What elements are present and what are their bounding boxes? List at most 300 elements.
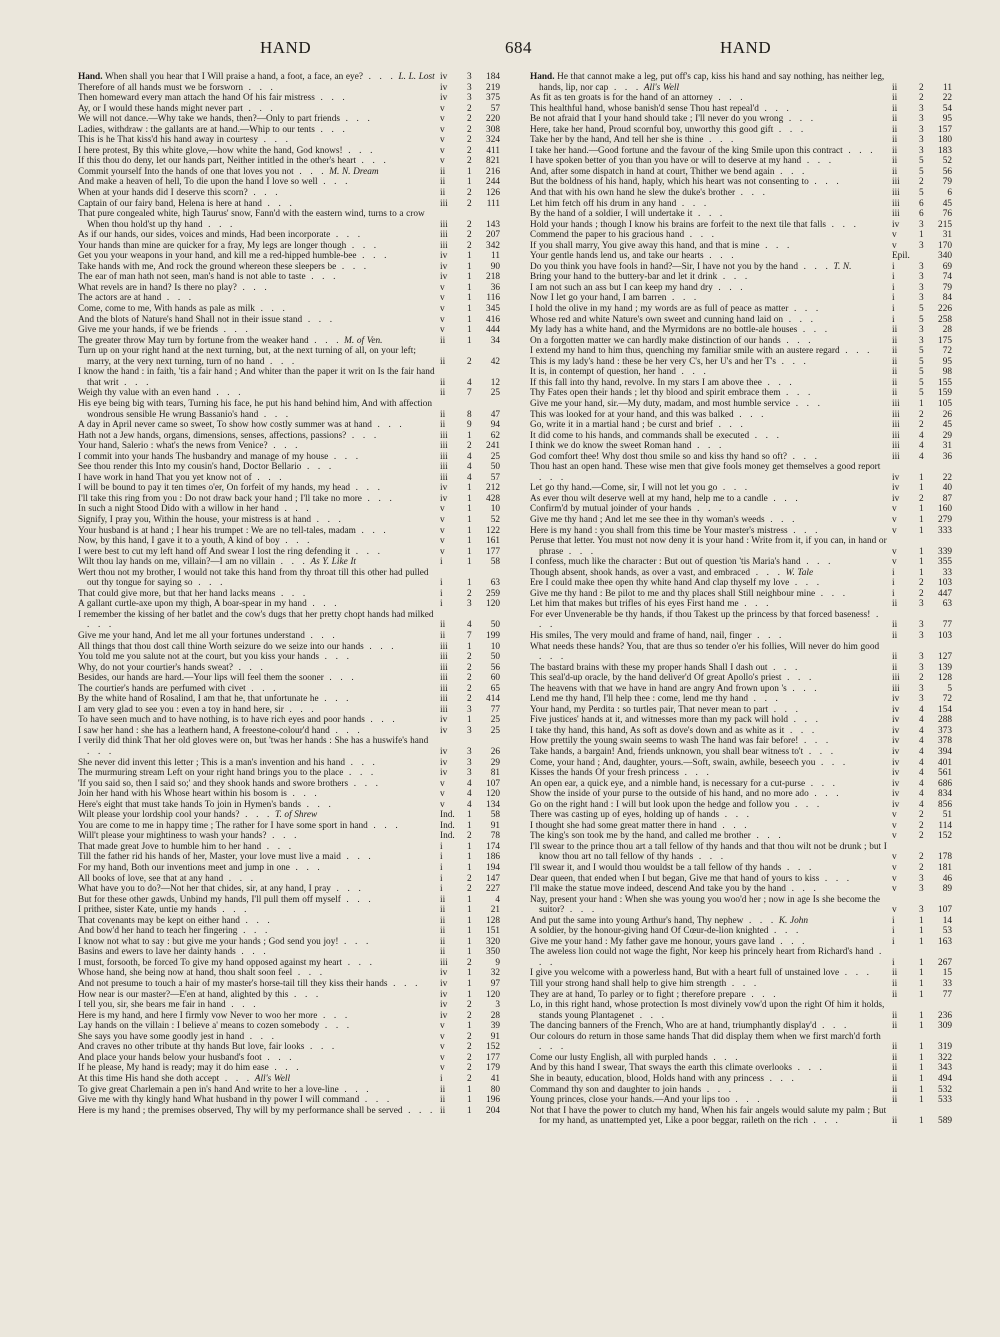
line-number: 215 [938,219,952,230]
line-number: 32 [490,968,500,979]
concordance-entry [78,114,500,125]
line-number: 339 [938,546,952,557]
scene-number: 5 [919,314,924,325]
scene-number: 6 [919,209,924,220]
line-number: 122 [486,525,500,536]
line-number: 186 [486,852,500,863]
citation-reference [892,188,952,199]
citation-reference [440,336,500,347]
act-number: Ind. [440,810,455,821]
concordance-entry [78,673,500,684]
scene-number: 3 [919,282,924,293]
line-number: 29 [490,757,500,768]
leader-dots: . . . [308,335,342,346]
concordance-entry [78,1011,500,1022]
line-number: 184 [486,72,500,82]
quotation-text [78,863,500,874]
quotation-text [78,884,500,895]
quotation-text [78,968,500,979]
citation-reference [892,852,952,863]
quotation-text [530,589,952,600]
quotation: And, after some dispatch in hand at court, Thither we bend again [530,166,775,177]
quotation-text [530,694,952,705]
quotation-text [530,156,952,167]
scene-number: 3 [467,757,472,768]
leader-dots: . . . [707,1052,741,1063]
scene-number: 1 [467,483,472,494]
citation-reference [892,810,952,821]
act-number: ii [440,936,446,947]
line-number: 157 [938,124,952,135]
leader-dots: . . . [797,261,831,272]
play-title: T. N. [833,261,852,272]
act-number: iv [892,778,900,789]
scene-number: 1 [919,557,924,568]
line-number: 220 [486,114,500,125]
quotation-text [530,663,952,674]
scene-number: 1 [467,314,472,325]
concordance-entry [530,241,952,252]
leader-dots: . . . [819,873,853,884]
quotation-text [78,1021,500,1032]
quotation: There was casting up of eyes, holding up of hands [530,810,720,821]
quotation: The dancing banners of the French, Who are at hand, triumphantly display'd [530,1021,817,1032]
leader-dots: . . . [340,894,374,905]
leader-dots: . . . [359,1095,393,1106]
quotation: Give me your hand, sir.—My duty, madam, and most humble service [530,398,791,409]
act-number: iii [892,398,900,409]
citation-reference [892,230,952,241]
quotation-text [78,937,500,948]
act-number: v [892,810,897,821]
line-number: 494 [938,1073,952,1084]
act-number: v [892,884,897,895]
line-number: 72 [942,694,952,705]
quotation-text [78,768,500,779]
quotation-text [78,736,500,757]
quotation: Take hands with me, And rock the ground whereon these sleepers be [78,261,337,272]
concordance-entry [78,1106,500,1117]
right-column [530,72,952,1317]
quotation-text [530,283,952,294]
quotation-text [78,800,500,811]
quotation-text [530,515,952,526]
concordance-entry [78,789,500,800]
citation-reference [892,1042,952,1053]
play-title: All's Well [643,82,680,93]
quotation: I'll swear it, and I would thou wouldst be a tall fellow of thy hands [530,863,782,874]
scene-number: 3 [467,704,472,715]
quotation: I commit into your hands The husbandry and manage of my house [78,451,329,462]
quotation-text [78,104,500,115]
quotation-text [530,336,952,347]
act-number: iv [440,251,448,262]
concordance-entry [78,72,500,83]
leader-dots: . . . [826,219,859,230]
quotation-text [78,1053,500,1064]
concordance-entry [78,526,500,537]
line-number: 561 [938,768,952,779]
citation-reference [892,93,952,104]
quotation-text [78,336,500,347]
line-number: 72 [942,346,952,357]
citation-reference [440,652,500,663]
scene-number: 1 [919,1095,924,1106]
citation-reference [892,251,952,262]
quotation-text [530,114,952,125]
leader-dots: . . . [339,114,373,125]
play-title: K. John [778,915,809,926]
concordance-entry [530,199,952,210]
quotation: Go on the right hand : I will but look upon the hedge and follow you [530,799,790,810]
quotation-text [530,726,952,737]
scene-number: 1 [919,1073,924,1084]
concordance-entry [530,568,952,579]
act-number: iii [440,219,448,230]
scene-number: 2 [467,145,472,156]
leader-dots: . . . [300,799,334,810]
citation-reference [892,1085,952,1096]
scene-number: 7 [467,630,472,641]
concordance-entry [530,399,952,410]
quotation-text [530,378,952,389]
running-head-right: HAND [720,38,772,57]
citation-reference [440,916,500,927]
quotation: Nay, present your hand : When she was young you woo'd her ; now in age Is she become the suitor? [530,894,880,916]
concordance-entry [78,104,500,115]
quotation: But the boldness of his hand, haply, which his heart was not consenting to [530,177,809,188]
citation-reference [440,684,500,695]
scene-number: 3 [919,114,924,125]
line-number: 77 [490,704,500,715]
leader-dots: . . . [286,789,320,800]
leader-dots: . . . [387,979,421,990]
act-number: iv [440,768,448,779]
line-number: 56 [942,166,952,177]
line-number: 218 [486,272,500,283]
leader-dots: . . . [219,1073,253,1084]
quotation: How prettily the young swain seems to wash The hand was fair before! [530,736,799,747]
act-number: ii [892,652,898,663]
line-number: 63 [942,599,952,610]
scene-number: 4 [919,715,924,726]
act-number: v [892,873,897,884]
concordance-entry [78,315,500,326]
line-number: 147 [486,873,500,884]
leader-dots: . . . [266,831,300,842]
quotation-text [530,800,952,811]
scene-number: 1 [467,915,472,926]
leader-dots: . . . [780,388,814,399]
concordance-entry [530,1032,952,1053]
quotation: And place your hands below your husband's foot [78,1052,262,1063]
leader-dots: . . . [815,757,849,768]
leader-dots: . . . [217,325,251,336]
quotation-text [530,293,952,304]
act-number: iii [440,451,448,462]
scene-number: 2 [467,831,472,842]
concordance-entry [530,283,952,294]
citation-reference [892,378,952,389]
citation-reference [440,125,500,136]
citation-reference [440,1074,500,1085]
citation-reference [440,663,500,674]
quotation-text [530,220,952,231]
line-number: 177 [486,1052,500,1063]
scene-number: 4 [919,757,924,768]
citation-reference [440,874,500,885]
act-number: ii [440,947,446,958]
scene-number: 1 [919,1116,924,1127]
citation-reference [892,325,952,336]
quotation-text [78,642,500,653]
leader-dots: . . . [781,673,815,684]
quotation: Hand. He that cannot make a leg, put off's cap, kiss his hand and say nothing, has neither leg, hands, lip, nor cap [530,72,885,93]
quotation-text [78,494,500,505]
scene-number: 2 [467,1010,472,1021]
quotation-text [530,631,952,642]
scene-number: 3 [467,93,472,104]
citation-reference [440,146,500,157]
quotation-text [530,979,952,990]
concordance-entry [530,378,952,389]
scene-number: 1 [919,514,924,525]
scene-number: 1 [919,546,924,557]
act-number: i [892,282,895,293]
scene-number: 4 [919,789,924,800]
concordance-entry [78,895,500,906]
line-number: 219 [486,82,500,93]
line-number: 127 [938,652,952,663]
concordance-entry [78,367,500,388]
quotation-text [78,947,500,958]
act-number: v [440,282,445,293]
concordance-entry [78,599,500,610]
citation-reference [440,831,500,842]
quotation-text [78,346,500,367]
line-number: 103 [938,630,952,641]
leader-dots: . . . [356,251,390,262]
quotation: If you shall marry, You give away this hand, and that is mine [530,240,760,251]
act-number: ii [892,156,898,167]
scene-number: 1 [919,989,924,1000]
citation-reference [440,979,500,990]
concordance-entry [78,504,500,515]
quotation-text [78,188,500,199]
act-number: v [440,135,445,146]
concordance-entry [530,146,952,157]
scene-number: 3 [919,873,924,884]
leader-dots: . . . [258,409,292,420]
quotation: Give me thy hand ; And let me see thee in thy woman's weeds [530,514,765,525]
quotation: I prithee, sister Kate, untie my hands [78,905,217,916]
act-number: ii [440,335,446,346]
leader-dots: . . . [244,1031,277,1042]
act-number: ii [440,409,446,420]
quotation: I thought she had some great matter there in hand [530,820,717,831]
act-number: iv [440,93,448,104]
line-number: 28 [490,1010,500,1021]
act-number: iv [892,219,900,230]
leader-dots: . . . [87,620,115,631]
citation-reference [892,104,952,115]
line-number: 160 [938,504,952,515]
concordance-entry [78,399,500,420]
citation-reference [440,990,500,1001]
concordance-entry [78,325,500,336]
act-number: i [892,957,895,968]
line-number: 50 [490,462,500,473]
citation-reference [892,420,952,431]
quotation-text [530,241,952,252]
citation-reference [892,620,952,631]
act-number: v [440,124,445,135]
scene-number: 1 [467,820,472,831]
quotation-text [78,209,500,230]
quotation-text [78,589,500,600]
citation-reference [892,1063,952,1074]
act-number: ii [892,114,898,125]
scene-number: 2 [919,578,924,589]
concordance-entry [530,1021,952,1032]
concordance-entry [530,895,952,916]
leader-dots: . . . [807,1116,841,1127]
citation-reference [440,431,500,442]
quotation-text [530,167,952,178]
concordance-entry [78,156,500,167]
leader-dots: . . . [750,831,784,842]
act-number: v [892,504,897,515]
concordance-entry [78,431,500,442]
act-number: ii [440,356,446,367]
act-number: ii [892,93,898,104]
act-number: iv [440,1000,448,1011]
leader-dots: . . . [311,514,344,525]
quotation: Your hand, my Perdita : so turtles pair, That never mean to part [530,704,769,715]
concordance-entry [78,420,500,431]
act-number: i [440,863,443,874]
quotation: It is, in contempt of question, her hand [530,367,676,378]
scene-number: 1 [919,398,924,409]
quotation-text [78,272,500,283]
citation-reference [440,1042,500,1053]
scene-number: 7 [467,388,472,399]
line-number: 36 [490,282,500,293]
scene-number: 1 [467,514,472,525]
scene-number: 1 [467,493,472,504]
citation-reference [440,504,500,515]
line-number: 181 [938,863,952,874]
citation-reference [892,863,952,874]
quotation: Basins and ewers to lave her dainty hands [78,947,236,958]
act-number: v [892,546,897,557]
quotation-text [78,673,500,684]
citation-reference [440,1106,500,1117]
act-number: ii [892,377,898,388]
leader-dots: . . . [328,451,362,462]
act-number: v [440,156,445,167]
citation-reference [440,768,500,779]
leader-dots: . . . [800,557,834,568]
act-number: iv [440,493,448,504]
citation-reference [440,494,500,505]
line-number: 111 [486,198,500,209]
act-number: v [440,1031,445,1042]
scene-number: 4 [467,451,472,462]
quotation: You are come to me in happy time ; The rather for I have some sport in hand [78,820,368,831]
act-number: ii [892,356,898,367]
quotation: This is my lady's hand : these be her very C's, her U's and her T's [530,356,776,367]
act-number: Ind. [440,820,455,831]
citation-reference [440,694,500,705]
quotation: The murmuring stream Left on your right hand brings you to the place [78,768,344,779]
line-number: 196 [486,1095,500,1106]
quotation-text [530,1095,952,1106]
scene-number: 1 [467,852,472,863]
scene-number: 3 [919,694,924,705]
concordance-entry [78,346,500,367]
leader-dots: . . . [243,82,276,93]
act-number: v [440,546,445,557]
concordance-entry [530,779,952,790]
act-number: i [440,599,443,610]
concordance-entry [530,483,952,494]
act-number: iii [892,177,900,188]
act-number: iv [892,725,900,736]
quotation-text [78,789,500,800]
quotation-text [78,473,500,484]
quotation-text [530,346,952,357]
line-number: 94 [490,420,500,431]
citation-reference [440,230,500,241]
concordance-entry [530,293,952,304]
act-number: Ind. [440,831,455,842]
line-number: 28 [942,325,952,336]
leader-dots: . . . [330,230,364,241]
citation-reference [440,599,500,610]
citation-reference [892,589,952,600]
act-number: ii [892,1084,898,1095]
leader-dots: . . . [716,820,750,831]
concordance-entry [78,715,500,726]
line-number: 258 [938,314,952,325]
line-number: 58 [490,557,500,568]
act-number: iii [892,409,900,420]
quotation-text [530,926,952,937]
quotation: I were best to cut my left hand off And swear I lost the ring defending it [78,546,351,557]
leader-dots: . . . [267,441,301,452]
line-number: 36 [942,451,952,462]
concordance-entry [78,1042,500,1053]
concordance-entry [530,736,952,747]
scene-number: 3 [919,905,924,916]
act-number: ii [892,367,898,378]
quotation: Let him that makes but trifles of his eyes First hand me [530,599,739,610]
citation-reference [440,420,500,431]
line-number: 309 [938,1021,952,1032]
concordance-entry [530,1106,952,1127]
quotation: I hold the olive in my hand ; my words are as full of peace as matter [530,304,789,315]
quotation: A soldier, by the honour-giving hand Of Cœur-de-lion knighted [530,926,769,937]
quotation: They are at hand, To parley or to fight ; therefore prepare [530,989,746,1000]
concordance-entry [530,462,952,483]
quotation: Five justices' hands at it, and witnesses more than my pack will hold [530,715,789,726]
line-number: 179 [486,1063,500,1074]
quotation: See thou render this Into my cousin's hand, Doctor Bellario [78,462,302,473]
scene-number: 2 [919,820,924,831]
quotation: The heavens with that we have in hand are angry And frown upon 's [530,683,787,694]
quotation: Command thy son and daughter to join hands [530,1084,702,1095]
